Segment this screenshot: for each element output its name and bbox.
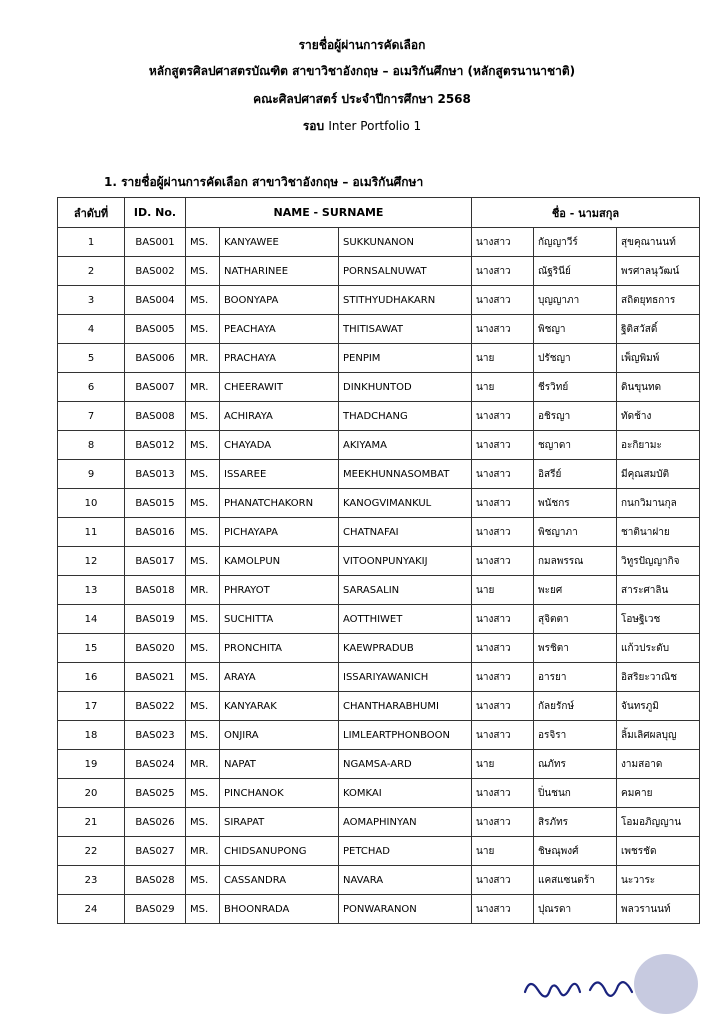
title-th: นางสาว — [472, 257, 534, 286]
title-th: นางสาว — [472, 866, 534, 895]
faculty-year: คณะศิลปศาสตร์ ประจำปีการศึกษา 2568 — [253, 92, 471, 106]
firstname-en: PEACHAYA — [220, 315, 339, 344]
row-number: 2 — [58, 257, 125, 286]
firstname-th: กมลพรรณ — [534, 547, 617, 576]
firstname-en: PHANATCHAKORN — [220, 489, 339, 518]
table-row — [58, 866, 700, 895]
title-th: นาย — [472, 576, 534, 605]
surname-en: NAVARA — [339, 866, 472, 895]
surname-en: STITHYUDHAKARN — [339, 286, 472, 315]
title-en: MS. — [186, 286, 220, 315]
firstname-en: ACHIRAYA — [220, 402, 339, 431]
surname-th: คมคาย — [617, 779, 700, 808]
firstname-th: ชิษณุพงศ์ — [534, 837, 617, 866]
firstname-en: ONJIRA — [220, 721, 339, 750]
table-row — [58, 286, 700, 315]
firstname-en: ARAYA — [220, 663, 339, 692]
firstname-th: อชิรญา — [534, 402, 617, 431]
surname-en: THITISAWAT — [339, 315, 472, 344]
surname-en: VITOONPUNYAKIJ — [339, 547, 472, 576]
firstname-th: พรชิตา — [534, 634, 617, 663]
firstname-en: NAPAT — [220, 750, 339, 779]
surname-th: มีคุณสมบัติ — [617, 460, 700, 489]
title-en: MR. — [186, 373, 220, 402]
firstname-th: อารยา — [534, 663, 617, 692]
row-number: 23 — [58, 866, 125, 895]
row-number: 3 — [58, 286, 125, 315]
surname-th: โอษฐิเวช — [617, 605, 700, 634]
title-th: นางสาว — [472, 721, 534, 750]
table-row — [58, 547, 700, 576]
surname-th: อะกิยามะ — [617, 431, 700, 460]
title-th: นางสาว — [472, 663, 534, 692]
title-en: MS. — [186, 402, 220, 431]
student-id: BAS008 — [125, 402, 186, 431]
round-label: รอบ — [302, 119, 325, 133]
firstname-en: ISSAREE — [220, 460, 339, 489]
surname-en: AOTTHIWET — [339, 605, 472, 634]
table-row — [58, 779, 700, 808]
student-id: BAS004 — [125, 286, 186, 315]
firstname-en: PINCHANOK — [220, 779, 339, 808]
firstname-en: SUCHITTA — [220, 605, 339, 634]
surname-en: KANOGVIMANKUL — [339, 489, 472, 518]
surname-en: NGAMSA-ARD — [339, 750, 472, 779]
surname-th: เพชรชัด — [617, 837, 700, 866]
firstname-th: อรจิรา — [534, 721, 617, 750]
firstname-en: NATHARINEE — [220, 257, 339, 286]
row-number: 7 — [58, 402, 125, 431]
table-row — [58, 228, 700, 257]
table-row — [58, 750, 700, 779]
surname-th: ฐิติสวัสดิ์ — [617, 315, 700, 344]
firstname-th: พนัชกร — [534, 489, 617, 518]
row-number: 16 — [58, 663, 125, 692]
table-row — [58, 576, 700, 605]
table-row — [58, 721, 700, 750]
row-number: 22 — [58, 837, 125, 866]
title-en: MS. — [186, 518, 220, 547]
firstname-th: พิชญาภา — [534, 518, 617, 547]
title-th: นางสาว — [472, 808, 534, 837]
surname-th: งามสอาด — [617, 750, 700, 779]
firstname-th: กัญญาวีร์ — [534, 228, 617, 257]
row-number: 18 — [58, 721, 125, 750]
firstname-th: ชญาดา — [534, 431, 617, 460]
firstname-th: สิรภัทร — [534, 808, 617, 837]
firstname-en: BHOONRADA — [220, 895, 339, 924]
student-id: BAS028 — [125, 866, 186, 895]
program-title: หลักสูตรศิลปศาสตรบัณฑิต สาขาวิชาอังกฤษ – อเมริกันศึกษา (หลักสูตรนานาชาติ) — [148, 64, 576, 78]
title-th: นางสาว — [472, 460, 534, 489]
title-en: MR. — [186, 837, 220, 866]
table-row — [58, 257, 700, 286]
title-en: MR. — [186, 344, 220, 373]
table-row — [58, 315, 700, 344]
table-row — [58, 895, 700, 924]
title-en: MS. — [186, 431, 220, 460]
title-th: นางสาว — [472, 518, 534, 547]
table-row — [58, 634, 700, 663]
surname-en: SUKKUNANON — [339, 228, 472, 257]
table-row — [58, 431, 700, 460]
row-number: 11 — [58, 518, 125, 547]
student-id: BAS013 — [125, 460, 186, 489]
header-id: ID. No. — [125, 198, 186, 228]
firstname-en: PICHAYAPA — [220, 518, 339, 547]
title-th: นางสาว — [472, 779, 534, 808]
surname-th: แก้วประดับ — [617, 634, 700, 663]
surname-en: LIMLEARTPHONBOON — [339, 721, 472, 750]
surname-th: โอมอภิญญาน — [617, 808, 700, 837]
title-en: MS. — [186, 257, 220, 286]
student-id: BAS023 — [125, 721, 186, 750]
row-number: 10 — [58, 489, 125, 518]
table-row — [58, 402, 700, 431]
title-th: นางสาว — [472, 402, 534, 431]
title-th: นาย — [472, 373, 534, 402]
firstname-th: พะยศ — [534, 576, 617, 605]
row-number: 24 — [58, 895, 125, 924]
title-en: MS. — [186, 895, 220, 924]
row-number: 15 — [58, 634, 125, 663]
firstname-th: อิสรีย์ — [534, 460, 617, 489]
title-en: MS. — [186, 866, 220, 895]
table-row — [58, 605, 700, 634]
firstname-en: PRACHAYA — [220, 344, 339, 373]
title-en: MR. — [186, 750, 220, 779]
title-th: นางสาว — [472, 489, 534, 518]
surname-th: วิทูรปัญญากิจ — [617, 547, 700, 576]
title-th: นางสาว — [472, 692, 534, 721]
surname-th: พรศาลนุวัฒน์ — [617, 257, 700, 286]
firstname-th: ปิ่นชนก — [534, 779, 617, 808]
table-row — [58, 837, 700, 866]
firstname-th: พิชญา — [534, 315, 617, 344]
surname-en: CHATNAFAI — [339, 518, 472, 547]
title-en: MS. — [186, 489, 220, 518]
student-id: BAS017 — [125, 547, 186, 576]
surname-en: CHANTHARABHUMI — [339, 692, 472, 721]
surname-en: DINKHUNTOD — [339, 373, 472, 402]
title-th: นาย — [472, 837, 534, 866]
title-th: นางสาว — [472, 895, 534, 924]
title-th: นางสาว — [472, 315, 534, 344]
firstname-th: ปุณรดา — [534, 895, 617, 924]
firstname-en: SIRAPAT — [220, 808, 339, 837]
title-en: MR. — [186, 576, 220, 605]
student-id: BAS006 — [125, 344, 186, 373]
table-row — [58, 692, 700, 721]
table-row — [58, 373, 700, 402]
round-title — [0, 117, 724, 136]
surname-th: สุขคุณานนท์ — [617, 228, 700, 257]
student-id: BAS021 — [125, 663, 186, 692]
student-id: BAS018 — [125, 576, 186, 605]
title-th: นางสาว — [472, 431, 534, 460]
firstname-en: PRONCHITA — [220, 634, 339, 663]
row-number: 21 — [58, 808, 125, 837]
firstname-en: CHAYADA — [220, 431, 339, 460]
firstname-en: BOONYAPA — [220, 286, 339, 315]
table-row — [58, 663, 700, 692]
surname-th: จันทรภูมิ — [617, 692, 700, 721]
title-th: นางสาว — [472, 634, 534, 663]
surname-en: THADCHANG — [339, 402, 472, 431]
table-header-row — [58, 198, 700, 228]
surname-en: KOMKAI — [339, 779, 472, 808]
surname-en: KAEWPRADUB — [339, 634, 472, 663]
title-th: นางสาว — [472, 286, 534, 315]
row-number: 12 — [58, 547, 125, 576]
surname-en: PONWARANON — [339, 895, 472, 924]
title-en: MS. — [186, 808, 220, 837]
surname-th: กนกวิมานกุล — [617, 489, 700, 518]
round-name: Inter Portfolio 1 — [328, 119, 422, 133]
firstname-en: CASSANDRA — [220, 866, 339, 895]
surname-th: นะวาระ — [617, 866, 700, 895]
student-id: BAS002 — [125, 257, 186, 286]
firstname-th: กัลยรักษ์ — [534, 692, 617, 721]
table-row — [58, 344, 700, 373]
row-number: 20 — [58, 779, 125, 808]
surname-en: AOMAPHINYAN — [339, 808, 472, 837]
surname-th: ลิ้มเลิศผลบุญ — [617, 721, 700, 750]
firstname-th: ปรัชญา — [534, 344, 617, 373]
surname-en: SARASALIN — [339, 576, 472, 605]
surname-th: สาระศาลิน — [617, 576, 700, 605]
student-id: BAS022 — [125, 692, 186, 721]
firstname-en: CHIDSANUPONG — [220, 837, 339, 866]
surname-en: AKIYAMA — [339, 431, 472, 460]
surname-th: เพ็ญพิมพ์ — [617, 344, 700, 373]
student-id: BAS019 — [125, 605, 186, 634]
student-id: BAS001 — [125, 228, 186, 257]
firstname-en: KANYAWEE — [220, 228, 339, 257]
student-id: BAS005 — [125, 315, 186, 344]
header-name-en: NAME - SURNAME — [186, 198, 472, 228]
student-id: BAS026 — [125, 808, 186, 837]
header-no: ลำดับที่ — [58, 198, 125, 228]
title-en: MS. — [186, 315, 220, 344]
title-en: MS. — [186, 460, 220, 489]
title-th: นางสาว — [472, 228, 534, 257]
firstname-th: ชีรวิทย์ — [534, 373, 617, 402]
firstname-en: PHRAYOT — [220, 576, 339, 605]
surname-en: PENPIM — [339, 344, 472, 373]
title-en: MS. — [186, 547, 220, 576]
firstname-th: ณภัทร — [534, 750, 617, 779]
title-th: นาย — [472, 344, 534, 373]
selected-students-table — [57, 197, 700, 924]
surname-th: อิสริยะวาณิช — [617, 663, 700, 692]
firstname-th: สุจิตตา — [534, 605, 617, 634]
row-number: 1 — [58, 228, 125, 257]
firstname-en: KANYARAK — [220, 692, 339, 721]
table-row — [58, 518, 700, 547]
row-number: 17 — [58, 692, 125, 721]
row-number: 9 — [58, 460, 125, 489]
document-title: รายชื่อผู้ผ่านการคัดเลือก — [298, 38, 426, 52]
title-en: MS. — [186, 779, 220, 808]
row-number: 4 — [58, 315, 125, 344]
surname-en: PORNSALNUWAT — [339, 257, 472, 286]
university-seal — [634, 954, 698, 1014]
surname-th: สถิตยุทธการ — [617, 286, 700, 315]
row-number: 19 — [58, 750, 125, 779]
firstname-th: บุญญาภา — [534, 286, 617, 315]
title-th: นาย — [472, 750, 534, 779]
header-name-th: ชื่อ - นามสกุล — [472, 198, 700, 228]
surname-en: PETCHAD — [339, 837, 472, 866]
row-number: 6 — [58, 373, 125, 402]
title-en: MS. — [186, 721, 220, 750]
firstname-en: CHEERAWIT — [220, 373, 339, 402]
row-number: 8 — [58, 431, 125, 460]
title-th: นางสาว — [472, 605, 534, 634]
title-en: MS. — [186, 634, 220, 663]
row-number: 13 — [58, 576, 125, 605]
student-id: BAS016 — [125, 518, 186, 547]
surname-th: พลวรานนท์ — [617, 895, 700, 924]
surname-en: ISSARIYAWANICH — [339, 663, 472, 692]
student-id: BAS029 — [125, 895, 186, 924]
surname-th: ชาตินาฝาย — [617, 518, 700, 547]
title-en: MS. — [186, 692, 220, 721]
firstname-en: KAMOLPUN — [220, 547, 339, 576]
title-en: MS. — [186, 605, 220, 634]
firstname-th: ณัฐรินีย์ — [534, 257, 617, 286]
surname-th: ทัดช้าง — [617, 402, 700, 431]
title-th: นางสาว — [472, 547, 534, 576]
table-row — [58, 460, 700, 489]
surname-en: MEEKHUNNASOMBAT — [339, 460, 472, 489]
student-id: BAS025 — [125, 779, 186, 808]
table-row — [58, 489, 700, 518]
row-number: 14 — [58, 605, 125, 634]
student-id: BAS027 — [125, 837, 186, 866]
signature — [520, 962, 640, 1012]
section-title: 1. รายชื่อผู้ผ่านการคัดเลือก สาขาวิชาอังกฤษ – อเมริกันศึกษา — [104, 175, 424, 189]
student-id: BAS015 — [125, 489, 186, 518]
student-id: BAS024 — [125, 750, 186, 779]
firstname-th: แคสแซนดร้า — [534, 866, 617, 895]
student-id: BAS007 — [125, 373, 186, 402]
table-row — [58, 808, 700, 837]
row-number: 5 — [58, 344, 125, 373]
title-en: MS. — [186, 663, 220, 692]
student-id: BAS020 — [125, 634, 186, 663]
title-en: MS. — [186, 228, 220, 257]
surname-th: ดินขุนทด — [617, 373, 700, 402]
student-id: BAS012 — [125, 431, 186, 460]
